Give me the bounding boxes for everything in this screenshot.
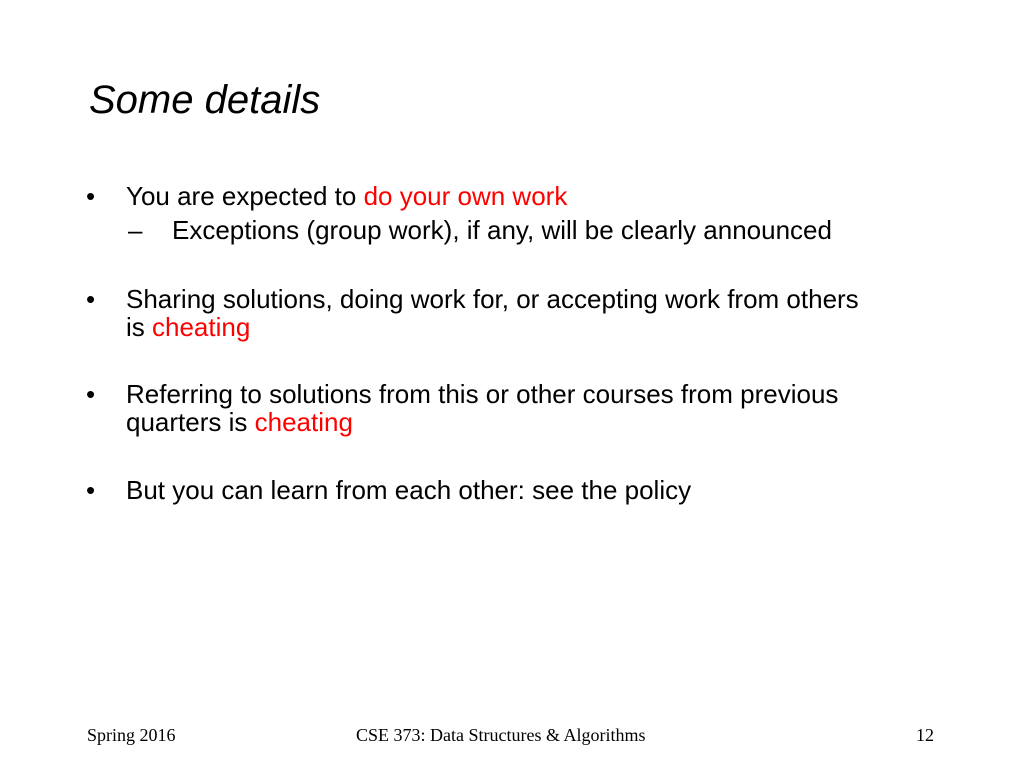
bullet-line — [126, 285, 946, 313]
bullet-line — [126, 313, 946, 341]
bullet-mark: • — [86, 181, 96, 211]
slide-title: Some details — [89, 78, 321, 122]
bullet-plain-text: You are expected to — [126, 181, 364, 211]
bullet-plain-text: Referring to solutions from this or other courses from previous — [126, 379, 839, 409]
bullet-line — [126, 380, 946, 408]
bullet-text — [126, 285, 946, 341]
bullet-mark: • — [86, 475, 96, 505]
bullet-plain-text: quarters is — [126, 407, 255, 437]
bullet-mark: • — [86, 379, 96, 409]
bullet-line — [126, 476, 946, 504]
sub-bullet-mark: – — [128, 215, 143, 245]
bullet-text — [126, 476, 946, 504]
footer-date: Spring 2016 — [87, 725, 176, 745]
footer-page-number: 12 — [916, 725, 934, 745]
bullet-line — [126, 182, 946, 210]
bullet-text — [126, 182, 946, 210]
bullet-highlight-text: cheating — [254, 407, 353, 437]
bullet-highlight-text: do your own work — [363, 181, 568, 211]
bullet-line — [126, 408, 946, 436]
bullet-highlight-text: cheating — [152, 312, 251, 342]
footer-course-title: CSE 373: Data Structures & Algorithms — [356, 725, 646, 745]
bullet-plain-text: is — [126, 312, 152, 342]
bullet-text — [126, 380, 946, 436]
bullet-plain-text: Sharing solutions, doing work for, or accepting work from others — [126, 284, 859, 314]
sub-bullet-text: Exceptions (group work), if any, will be clearly announced — [172, 215, 832, 245]
bullet-plain-text: But you can learn from each other: see the policy — [126, 475, 692, 505]
bullet-mark: • — [86, 284, 96, 314]
